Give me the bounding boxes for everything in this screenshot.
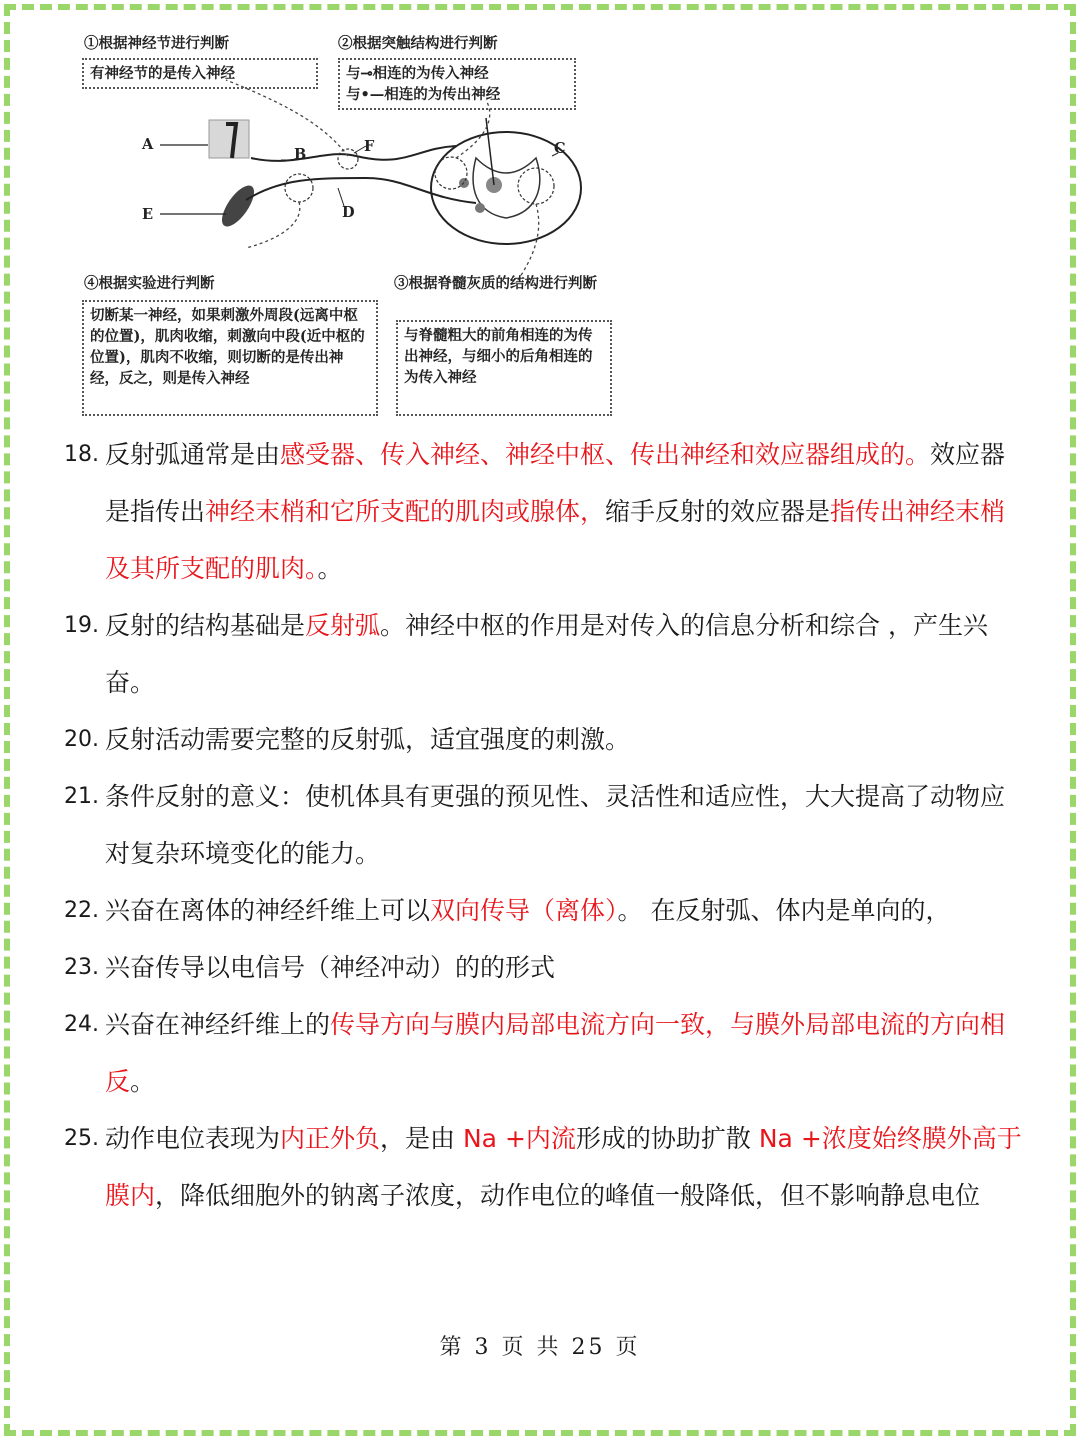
- text-segment: 兴奋在离体的神经纤维上可以: [105, 896, 431, 925]
- text-segment: 反射的结构基础是: [105, 611, 306, 640]
- item-number: 23.: [64, 955, 99, 980]
- label-c: C: [554, 140, 566, 157]
- text-segment: 。 在反射弧、体内是单向的，: [617, 896, 951, 925]
- item-number: 24.: [64, 1012, 99, 1037]
- text-segment: ，是由: [380, 1124, 463, 1153]
- box1-title: ①根据神经节进行判断: [84, 35, 229, 52]
- box3-text: 与脊髓粗大的前角相连的为传出神经，与细小的后角相连的为传入神经: [396, 320, 612, 416]
- item-number: 19.: [64, 613, 99, 638]
- highlight-segment: 感受器、传入神经、神经中枢、传出神经和效应器组成的。: [280, 440, 931, 469]
- list-item: [64, 711, 1024, 768]
- list-item: [64, 939, 1024, 996]
- list-item: [64, 597, 1024, 711]
- highlight-segment: 传导方向与膜内局部电流方向一致，与膜外局部电流的方向相反: [105, 1010, 1006, 1096]
- text-segment: 缩手反射的效应器是: [605, 497, 831, 526]
- text-segment: 动作电位表现为: [105, 1124, 281, 1153]
- text-segment: 。神经中枢的作用是对传入的信息分析和综合 ，产生兴奋。: [105, 611, 988, 697]
- box2-title: ②根据突触结构进行判断: [338, 35, 498, 52]
- text-segment: 。: [317, 554, 343, 583]
- list-item: [64, 996, 1024, 1110]
- item-number: 22.: [64, 898, 99, 923]
- highlight-segment: 内正外负: [280, 1124, 381, 1153]
- label-a: A: [142, 136, 154, 153]
- text-segment: 效应器是指传出: [105, 440, 1006, 526]
- text-segment: ，降低细胞外的钠离子浓度，动作电位的峰值一般降低，但不影响静息电位: [155, 1181, 981, 1210]
- highlight-segment: 神经末梢和它所支配的肌肉或腺体，: [205, 497, 606, 526]
- label-f: F: [364, 138, 375, 155]
- highlight-segment: Na +内流: [462, 1124, 576, 1153]
- text-segment: 反射活动需要完整的反射弧，适宜强度的刺激。: [105, 725, 631, 754]
- box4-title: ④根据实验进行判断: [84, 275, 215, 292]
- item-number: 21.: [64, 784, 99, 809]
- text-segment: 形成的协助扩散: [575, 1124, 759, 1153]
- box2-text: [338, 58, 576, 110]
- list-item: [64, 882, 1024, 939]
- text-segment: 兴奋传导以电信号（神经冲动）的的形式: [105, 953, 556, 982]
- highlight-segment: 双向传导（离体）: [430, 896, 618, 925]
- highlight-segment: Na +浓度始终膜外高于膜内: [105, 1124, 1022, 1210]
- box2-line2: 与•—相连的为传出神经: [346, 86, 501, 103]
- text-segment: 条件反射的意义：使机体具有更强的预见性、灵活性和适应性，大大提高了动物应对复杂环境变化的能力。: [105, 782, 1006, 868]
- box2-line1: 与⊸相连的为传入神经: [346, 65, 489, 82]
- text-segment: 兴奋在神经纤维上的: [105, 1010, 331, 1039]
- reflex-arc-diagram: [76, 28, 616, 420]
- item-number: 20.: [64, 727, 99, 752]
- list-item: [64, 768, 1024, 882]
- box3-title: ③根据脊髓灰质的结构进行判断: [394, 275, 597, 292]
- list-item: [64, 426, 1024, 597]
- text-segment: 反射弧通常是由: [105, 440, 281, 469]
- box4-text: 切断某一神经，如果刺激外周段(远离中枢的位置)，肌肉收缩，刺激向中段(近中枢的位置)，肌肉不收缩，则切断的是传出神经，反之，则是传入神经: [82, 300, 378, 416]
- label-b: B: [294, 146, 307, 163]
- list-item: [64, 1110, 1024, 1224]
- label-e: E: [142, 206, 154, 223]
- item-number: 18.: [64, 442, 99, 467]
- label-d: D: [342, 204, 355, 221]
- box1-text: 有神经节的是传入神经: [82, 58, 318, 89]
- highlight-segment: 反射弧: [305, 611, 381, 640]
- highlight-segment: 指传出神经末梢及其所支配的肌肉。: [105, 497, 1006, 583]
- notes-list: [64, 426, 1024, 1224]
- page-footer: 第 3 页 共 25 页: [439, 1335, 641, 1360]
- item-number: 25.: [64, 1126, 99, 1151]
- text-segment: 。: [130, 1067, 156, 1096]
